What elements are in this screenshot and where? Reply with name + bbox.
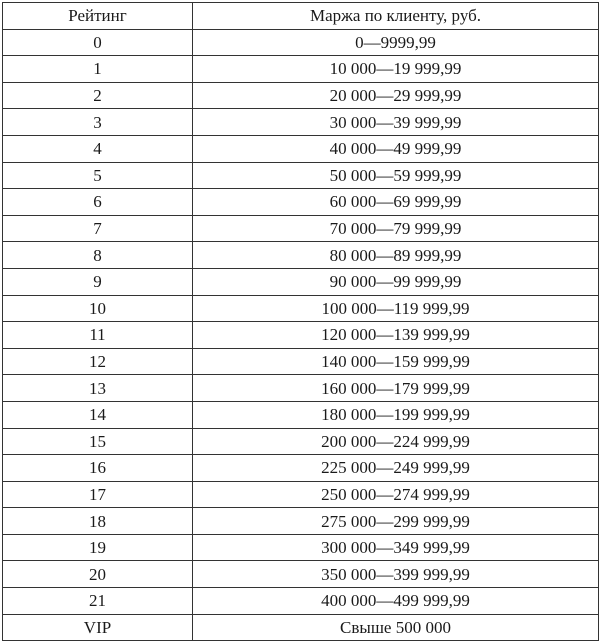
margin-cell: Свыше 500 000 <box>193 614 599 641</box>
rating-cell: 6 <box>3 189 193 216</box>
table-row <box>3 534 599 561</box>
rating-cell: 0 <box>3 29 193 56</box>
header-rating: Рейтинг <box>3 3 193 30</box>
rating-cell: 1 <box>3 56 193 83</box>
table-row <box>3 322 599 349</box>
margin-cell: 90 000—99 999,99 <box>193 268 599 295</box>
rating-cell: 17 <box>3 481 193 508</box>
table-row <box>3 268 599 295</box>
rating-cell: 8 <box>3 242 193 269</box>
header-margin: Маржа по клиенту, руб. <box>193 3 599 30</box>
margin-cell: 50 000—59 999,99 <box>193 162 599 189</box>
table-row <box>3 56 599 83</box>
margin-cell: 140 000—159 999,99 <box>193 348 599 375</box>
margin-cell: 400 000—499 999,99 <box>193 588 599 615</box>
table-row <box>3 215 599 242</box>
table-row <box>3 189 599 216</box>
margin-cell: 200 000—224 999,99 <box>193 428 599 455</box>
table-row <box>3 481 599 508</box>
margin-cell: 180 000—199 999,99 <box>193 401 599 428</box>
margin-cell: 250 000—274 999,99 <box>193 481 599 508</box>
rating-margin-table <box>2 2 599 641</box>
table-row <box>3 348 599 375</box>
rating-cell: 21 <box>3 588 193 615</box>
margin-cell: 70 000—79 999,99 <box>193 215 599 242</box>
table-row <box>3 428 599 455</box>
rating-cell: VIP <box>3 614 193 641</box>
table-row <box>3 614 599 641</box>
rating-cell: 3 <box>3 109 193 136</box>
rating-cell: 7 <box>3 215 193 242</box>
rating-cell: 11 <box>3 322 193 349</box>
table-row <box>3 29 599 56</box>
rating-cell: 13 <box>3 375 193 402</box>
margin-cell: 120 000—139 999,99 <box>193 322 599 349</box>
table-row <box>3 109 599 136</box>
rating-cell: 12 <box>3 348 193 375</box>
rating-cell: 5 <box>3 162 193 189</box>
margin-cell: 60 000—69 999,99 <box>193 189 599 216</box>
table-row <box>3 295 599 322</box>
table-body <box>3 29 599 641</box>
table-row <box>3 401 599 428</box>
margin-cell: 20 000—29 999,99 <box>193 82 599 109</box>
margin-cell: 10 000—19 999,99 <box>193 56 599 83</box>
table-row <box>3 455 599 482</box>
rating-cell: 16 <box>3 455 193 482</box>
margin-cell: 40 000—49 999,99 <box>193 135 599 162</box>
rating-cell: 9 <box>3 268 193 295</box>
table-row <box>3 242 599 269</box>
table-row <box>3 375 599 402</box>
rating-cell: 10 <box>3 295 193 322</box>
margin-cell: 30 000—39 999,99 <box>193 109 599 136</box>
rating-cell: 18 <box>3 508 193 535</box>
rating-cell: 4 <box>3 135 193 162</box>
table-row <box>3 135 599 162</box>
rating-cell: 20 <box>3 561 193 588</box>
margin-cell: 225 000—249 999,99 <box>193 455 599 482</box>
rating-cell: 15 <box>3 428 193 455</box>
table-row <box>3 82 599 109</box>
margin-cell: 160 000—179 999,99 <box>193 375 599 402</box>
margin-cell: 275 000—299 999,99 <box>193 508 599 535</box>
table-row <box>3 588 599 615</box>
table-row <box>3 508 599 535</box>
margin-cell: 100 000—119 999,99 <box>193 295 599 322</box>
rating-cell: 19 <box>3 534 193 561</box>
margin-cell: 0—9999,99 <box>193 29 599 56</box>
rating-margin-table-container <box>2 2 598 641</box>
table-row <box>3 162 599 189</box>
header-row <box>3 3 599 30</box>
rating-cell: 2 <box>3 82 193 109</box>
margin-cell: 80 000—89 999,99 <box>193 242 599 269</box>
margin-cell: 300 000—349 999,99 <box>193 534 599 561</box>
rating-cell: 14 <box>3 401 193 428</box>
table-row <box>3 561 599 588</box>
margin-cell: 350 000—399 999,99 <box>193 561 599 588</box>
